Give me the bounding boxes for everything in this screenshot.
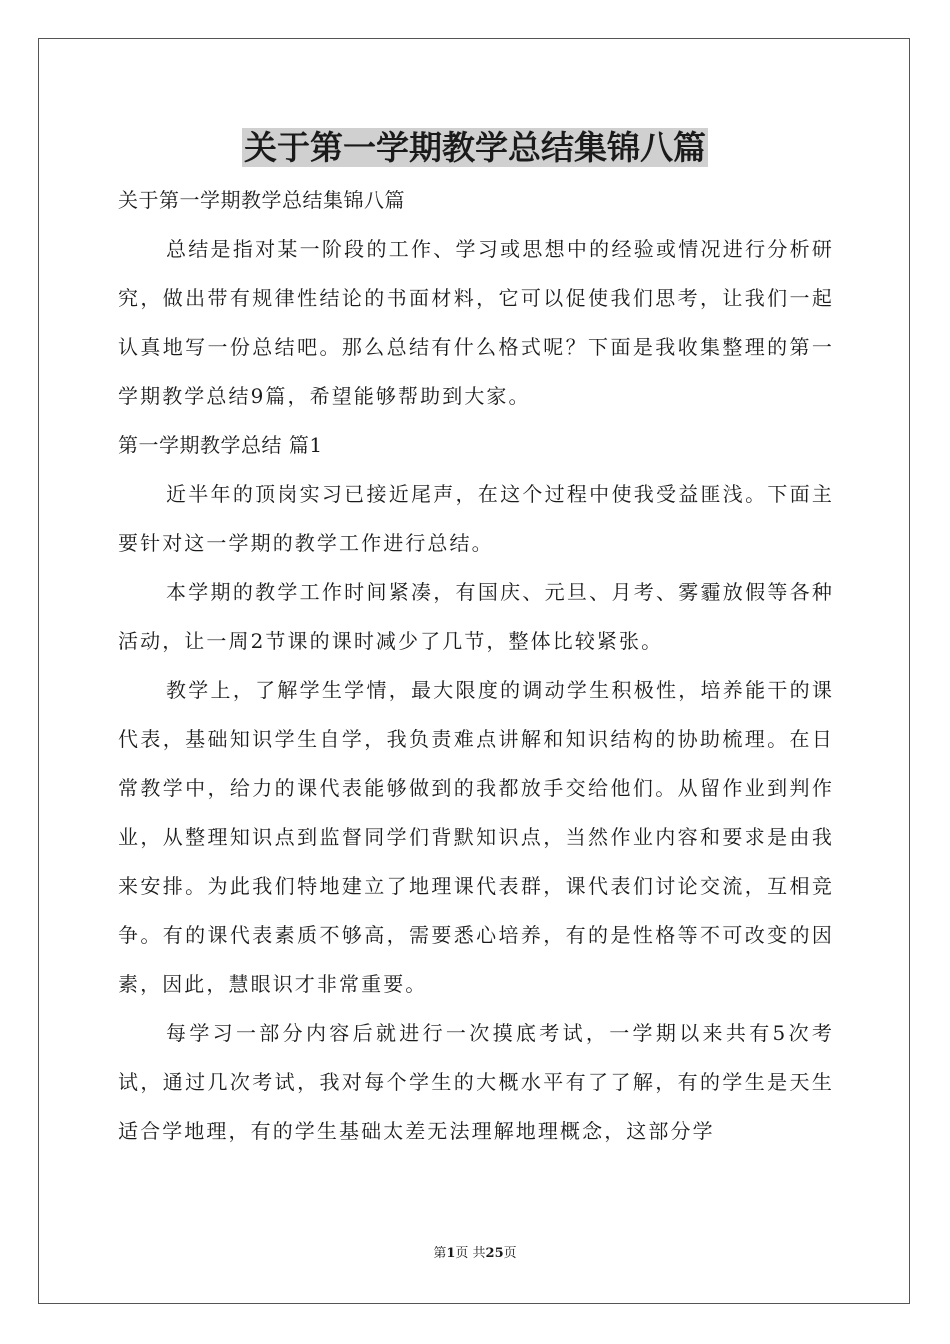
body-paragraph-4: 每学习一部分内容后就进行一次摸底考试，一学期以来共有5次考试，通过几次考试，我对每个学生的大概水平有了了解，有的学生是天生适合学地理，有的学生基础太差无法理解地理概念，这部分学 [118, 1021, 834, 1143]
document-body [118, 176, 834, 1156]
document-subtitle: 关于第一学期教学总结集锦八篇 [118, 188, 405, 212]
document-title-text: 关于第一学期教学总结集锦八篇 [244, 128, 706, 167]
body-paragraph-1: 近半年的顶岗实习已接近尾声，在这个过程中使我受益匪浅。下面主要针对这一学期的教学工作进行总结。 [118, 482, 834, 555]
footer-page-mid: 页 共 [455, 1246, 486, 1261]
intro-paragraph: 总结是指对某一阶段的工作、学习或思想中的经验或情况进行分析研究，做出带有规律性结论的书面材料，它可以促使我们思考，让我们一起认真地写一份总结吧。那么总结有什么格式呢？下面是我收集整理的第一学期教学总结9篇，希望能够帮助到大家。 [118, 237, 834, 408]
document-title [0, 122, 950, 174]
footer-page-number: 1 [446, 1246, 456, 1261]
footer-total-pages: 25 [485, 1246, 504, 1261]
body-paragraph-3: 教学上，了解学生学情，最大限度的调动学生积极性，培养能干的课代表，基础知识学生自学，我负责难点讲解和知识结构的协助梳理。在日常教学中，给力的课代表能够做到的我都放手交给他们。从留作业到判作业，从整理知识点到监督同学们背默知识点，当然作业内容和要求是由我来安排。为此我们特地建立了地理课代表群，课代表们讨论交流，互相竞争。有的课代表素质不够高，需要悉心培养，有的是性格等不可改变的因素，因此，慧眼识才非常重要。 [118, 678, 834, 996]
body-paragraph-2: 本学期的教学工作时间紧凑，有国庆、元旦、月考、雾霾放假等各种活动，让一周2节课的课时减少了几节，整体比较紧张。 [118, 580, 834, 653]
section-heading: 第一学期教学总结 篇1 [118, 433, 323, 457]
footer-page-prefix: 第 [433, 1246, 447, 1261]
footer-page-suffix: 页 [503, 1246, 517, 1261]
page-footer [0, 1244, 950, 1264]
